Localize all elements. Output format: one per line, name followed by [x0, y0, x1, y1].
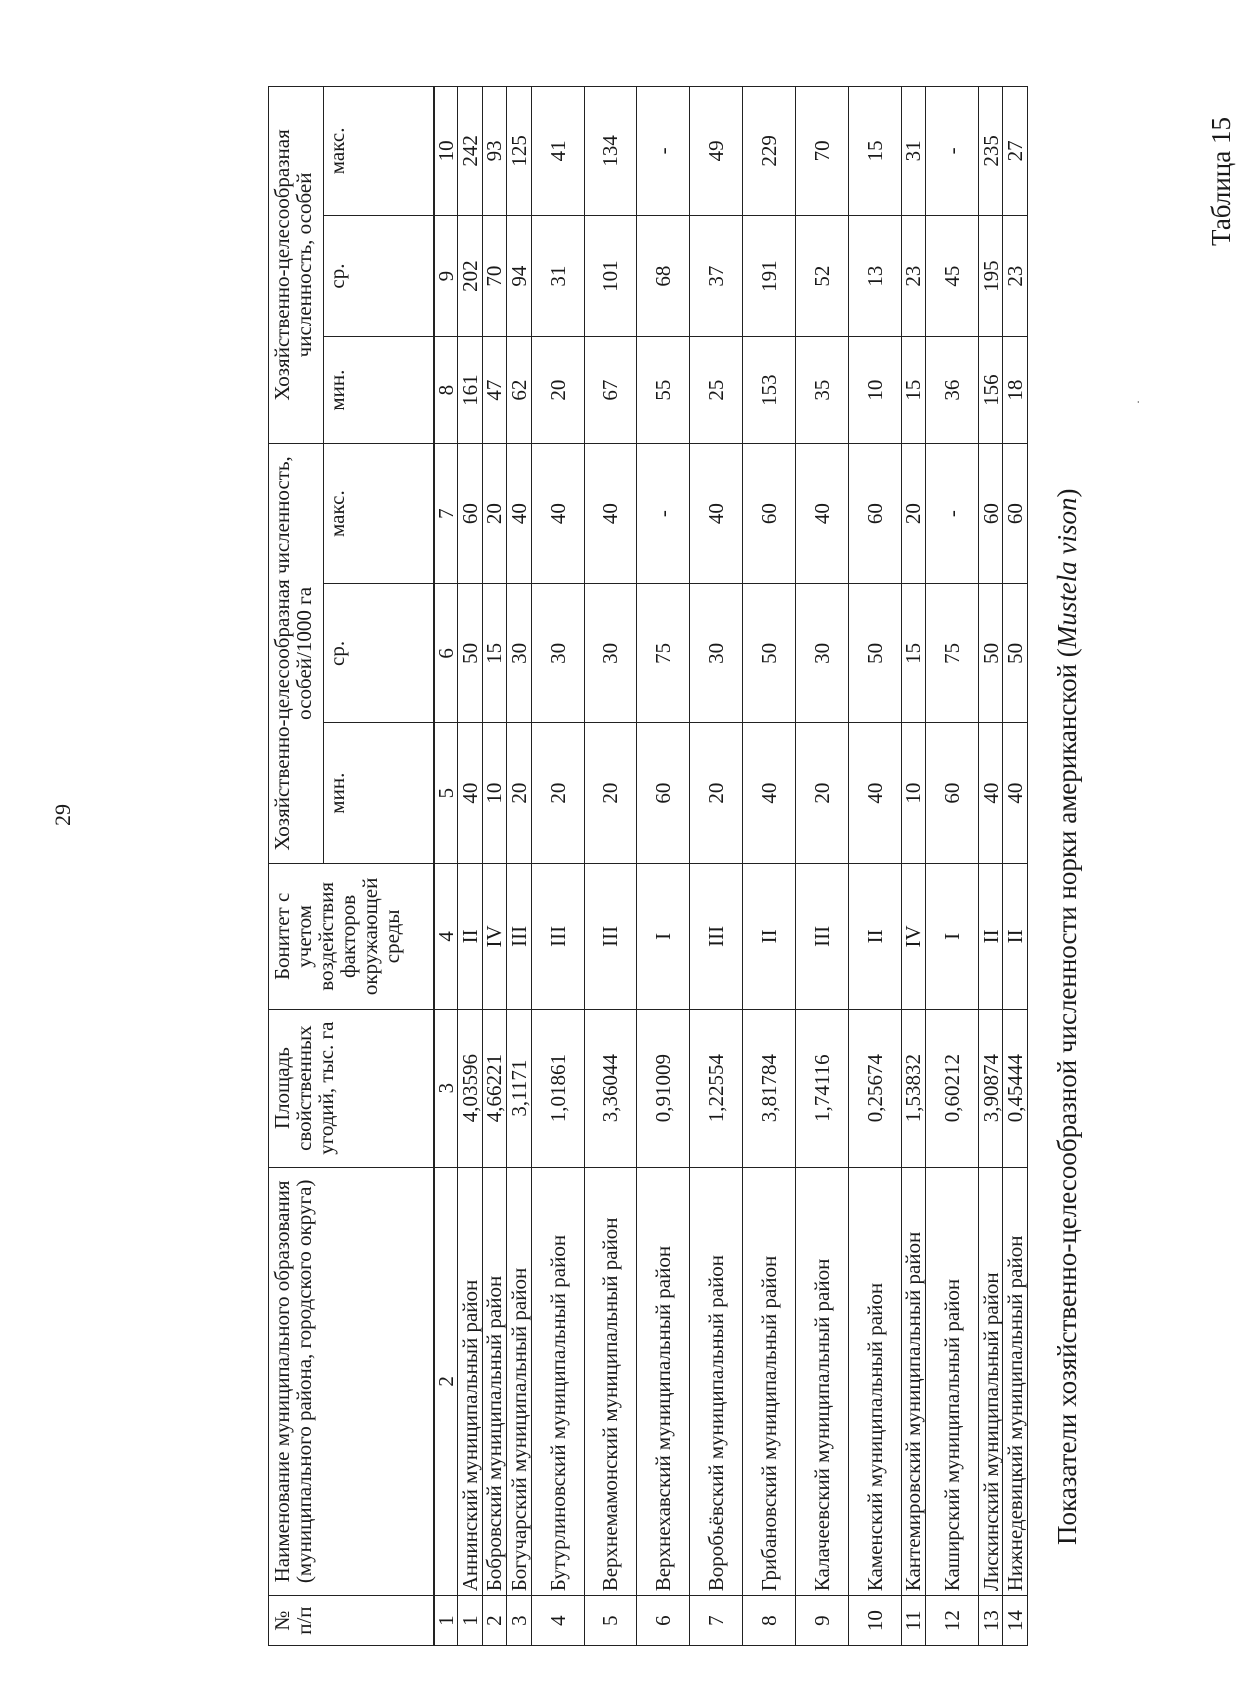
- count-max: 235: [979, 87, 1003, 216]
- density-avg: 30: [531, 584, 584, 723]
- stray-mark: ·: [1131, 400, 1145, 404]
- table-row: [531, 87, 584, 1646]
- table-number: Таблица 15: [1206, 117, 1236, 246]
- count-avg: 202: [458, 215, 482, 337]
- count-min: 47: [482, 337, 506, 443]
- bonitet-value: IV: [482, 863, 506, 1009]
- density-max: 40: [690, 443, 743, 584]
- bonitet-value: II: [848, 863, 901, 1009]
- table-row: [901, 87, 925, 1646]
- data-table-container: [268, 86, 1028, 1646]
- area-value: 4,03596: [458, 1009, 482, 1167]
- bonitet-value: I: [926, 863, 979, 1009]
- row-number: 11: [901, 1596, 925, 1646]
- count-min: 55: [637, 337, 690, 443]
- row-number: 6: [637, 1596, 690, 1646]
- count-avg: 45: [926, 215, 979, 337]
- bonitet-value: III: [584, 863, 637, 1009]
- row-number: 7: [690, 1596, 743, 1646]
- density-min: 40: [979, 723, 1003, 864]
- density-max: 60: [1003, 443, 1028, 584]
- bonitet-value: IV: [901, 863, 925, 1009]
- count-avg: 94: [507, 215, 531, 337]
- district-name: Верхнемамонский муниципальный район: [584, 1167, 637, 1596]
- count-avg: 31: [531, 215, 584, 337]
- column-number: 2: [434, 1167, 458, 1596]
- table-row: [848, 87, 901, 1646]
- row-number: 14: [1003, 1596, 1028, 1646]
- density-min: 60: [926, 723, 979, 864]
- count-min: 18: [1003, 337, 1028, 443]
- bonitet-value: I: [637, 863, 690, 1009]
- density-max: 20: [482, 443, 506, 584]
- count-min: 156: [979, 337, 1003, 443]
- title-species: Mustela vison: [1052, 497, 1082, 649]
- row-number: 3: [507, 1596, 531, 1646]
- row-number: 12: [926, 1596, 979, 1646]
- count-max: 49: [690, 87, 743, 216]
- row-number: 8: [743, 1596, 796, 1646]
- density-min: 20: [584, 723, 637, 864]
- row-number: 9: [796, 1596, 849, 1646]
- density-avg: 75: [926, 584, 979, 723]
- count-avg: 68: [637, 215, 690, 337]
- density-min: 10: [482, 723, 506, 864]
- density-avg: 30: [796, 584, 849, 723]
- count-min: 67: [584, 337, 637, 443]
- column-number: 4: [434, 863, 458, 1009]
- count-avg: 23: [901, 215, 925, 337]
- density-avg: 50: [979, 584, 1003, 723]
- area-value: 3,36044: [584, 1009, 637, 1167]
- count-max: 125: [507, 87, 531, 216]
- row-number: 4: [531, 1596, 584, 1646]
- count-avg: 101: [584, 215, 637, 337]
- count-min: 15: [901, 337, 925, 443]
- header-density-max: макс.: [324, 443, 434, 584]
- bonitet-value: II: [979, 863, 1003, 1009]
- area-value: 3,90874: [979, 1009, 1003, 1167]
- header-count-max: макс.: [324, 87, 434, 216]
- column-number-row: [434, 87, 458, 1646]
- density-max: -: [926, 443, 979, 584]
- count-min: 153: [743, 337, 796, 443]
- data-table: [268, 86, 1028, 1646]
- district-name: Каменский муниципальный район: [848, 1167, 901, 1596]
- count-max: 229: [743, 87, 796, 216]
- count-min: 36: [926, 337, 979, 443]
- bonitet-value: II: [743, 863, 796, 1009]
- header-area: Площадь свойственных угодий, тыс. га: [269, 1009, 434, 1167]
- header-bonitet: Бонитет с учетом воздействия факторов окружающей среды: [269, 863, 434, 1009]
- density-max: 60: [458, 443, 482, 584]
- density-max: 40: [507, 443, 531, 584]
- density-avg: 30: [584, 584, 637, 723]
- count-max: 242: [458, 87, 482, 216]
- table-row: [1003, 87, 1028, 1646]
- district-name: Калачеевский муниципальный район: [796, 1167, 849, 1596]
- table-row: [743, 87, 796, 1646]
- district-name: Воробьёвский муниципальный район: [690, 1167, 743, 1596]
- table-row: [637, 87, 690, 1646]
- density-min: 10: [901, 723, 925, 864]
- header-num: № п/п: [269, 1596, 434, 1646]
- district-name: Лискинский муниципальный район: [979, 1167, 1003, 1596]
- district-name: Кантемировский муниципальный район: [901, 1167, 925, 1596]
- density-avg: 50: [848, 584, 901, 723]
- column-number: 3: [434, 1009, 458, 1167]
- area-value: 0,60212: [926, 1009, 979, 1167]
- row-number: 1: [458, 1596, 482, 1646]
- column-number: 7: [434, 443, 458, 584]
- density-max: 60: [743, 443, 796, 584]
- density-avg: 50: [1003, 584, 1028, 723]
- header-count-avg: ср.: [324, 215, 434, 337]
- district-name: Богучарский муниципальный район: [507, 1167, 531, 1596]
- count-avg: 70: [482, 215, 506, 337]
- count-min: 35: [796, 337, 849, 443]
- bonitet-value: III: [796, 863, 849, 1009]
- density-avg: 15: [901, 584, 925, 723]
- density-max: 40: [531, 443, 584, 584]
- count-avg: 195: [979, 215, 1003, 337]
- count-min: 62: [507, 337, 531, 443]
- count-min: 10: [848, 337, 901, 443]
- density-min: 40: [458, 723, 482, 864]
- density-avg: 50: [458, 584, 482, 723]
- density-avg: 75: [637, 584, 690, 723]
- count-max: 70: [796, 87, 849, 216]
- district-name: Нижнедевицкий муниципальный район: [1003, 1167, 1028, 1596]
- area-value: 0,45444: [1003, 1009, 1028, 1167]
- count-avg: 23: [1003, 215, 1028, 337]
- header-density-avg: ср.: [324, 584, 434, 723]
- area-value: 1,74116: [796, 1009, 849, 1167]
- header-density-group: Хозяйственно-целесообразная численность, особей/1000 га: [269, 443, 324, 863]
- header-count-min: мин.: [324, 337, 434, 443]
- area-value: 0,25674: [848, 1009, 901, 1167]
- district-name: Грибановский муниципальный район: [743, 1167, 796, 1596]
- bonitet-value: III: [531, 863, 584, 1009]
- district-name: Каширский муниципальный район: [926, 1167, 979, 1596]
- density-min: 20: [796, 723, 849, 864]
- row-number: 5: [584, 1596, 637, 1646]
- bonitet-value: III: [690, 863, 743, 1009]
- density-avg: 30: [690, 584, 743, 723]
- row-number: 10: [848, 1596, 901, 1646]
- count-min: 161: [458, 337, 482, 443]
- density-min: 40: [848, 723, 901, 864]
- density-max: 40: [796, 443, 849, 584]
- count-max: 27: [1003, 87, 1028, 216]
- district-name: Бобровский муниципальный район: [482, 1167, 506, 1596]
- column-number: 1: [434, 1596, 458, 1646]
- area-value: 1,53832: [901, 1009, 925, 1167]
- count-avg: 52: [796, 215, 849, 337]
- area-value: 1,22554: [690, 1009, 743, 1167]
- district-name: Верхнехавский муниципальный район: [637, 1167, 690, 1596]
- density-avg: 50: [743, 584, 796, 723]
- header-density-min: мин.: [324, 723, 434, 864]
- count-max: 134: [584, 87, 637, 216]
- density-avg: 15: [482, 584, 506, 723]
- count-max: 93: [482, 87, 506, 216]
- table-row: [926, 87, 979, 1646]
- table-row: [584, 87, 637, 1646]
- density-max: 40: [584, 443, 637, 584]
- density-min: 40: [1003, 723, 1028, 864]
- density-max: 60: [848, 443, 901, 584]
- density-max: 60: [979, 443, 1003, 584]
- table-row: [507, 87, 531, 1646]
- density-avg: 30: [507, 584, 531, 723]
- density-min: 40: [743, 723, 796, 864]
- count-avg: 13: [848, 215, 901, 337]
- density-min: 20: [690, 723, 743, 864]
- document-title: [1052, 488, 1083, 1545]
- row-number: 13: [979, 1596, 1003, 1646]
- table-row: [979, 87, 1003, 1646]
- density-max: -: [637, 443, 690, 584]
- density-min: 20: [531, 723, 584, 864]
- page-number: 29: [50, 804, 75, 826]
- area-value: 3,1171: [507, 1009, 531, 1167]
- district-name: Бутурлиновский муниципальный район: [531, 1167, 584, 1596]
- table-row: [796, 87, 849, 1646]
- count-avg: 191: [743, 215, 796, 337]
- count-min: 25: [690, 337, 743, 443]
- table-row: [482, 87, 506, 1646]
- area-value: 0,91009: [637, 1009, 690, 1167]
- count-avg: 37: [690, 215, 743, 337]
- row-number: 2: [482, 1596, 506, 1646]
- count-max: 15: [848, 87, 901, 216]
- count-min: 20: [531, 337, 584, 443]
- title-text: Показатели хозяйственно-целесообразной численности норки американской (: [1052, 648, 1082, 1545]
- bonitet-value: III: [507, 863, 531, 1009]
- column-number: 5: [434, 723, 458, 864]
- count-max: 41: [531, 87, 584, 216]
- count-max: -: [637, 87, 690, 216]
- column-number: 10: [434, 87, 458, 216]
- column-number: 8: [434, 337, 458, 443]
- table-row: [458, 87, 482, 1646]
- bonitet-value: II: [458, 863, 482, 1009]
- area-value: 4,66221: [482, 1009, 506, 1167]
- column-number: 9: [434, 215, 458, 337]
- title-close: ): [1052, 488, 1082, 498]
- count-max: 31: [901, 87, 925, 216]
- table-row: [690, 87, 743, 1646]
- density-max: 20: [901, 443, 925, 584]
- district-name: Аннинский муниципальный район: [458, 1167, 482, 1596]
- header-count-group: Хозяйственно-целесообразная численность, особей: [269, 87, 324, 444]
- area-value: 3,81784: [743, 1009, 796, 1167]
- column-number: 6: [434, 584, 458, 723]
- area-value: 1,01861: [531, 1009, 584, 1167]
- header-name: Наименование муниципального образования (муниципального района, городского округа): [269, 1167, 434, 1596]
- density-min: 20: [507, 723, 531, 864]
- density-min: 60: [637, 723, 690, 864]
- count-max: -: [926, 87, 979, 216]
- bonitet-value: II: [1003, 863, 1028, 1009]
